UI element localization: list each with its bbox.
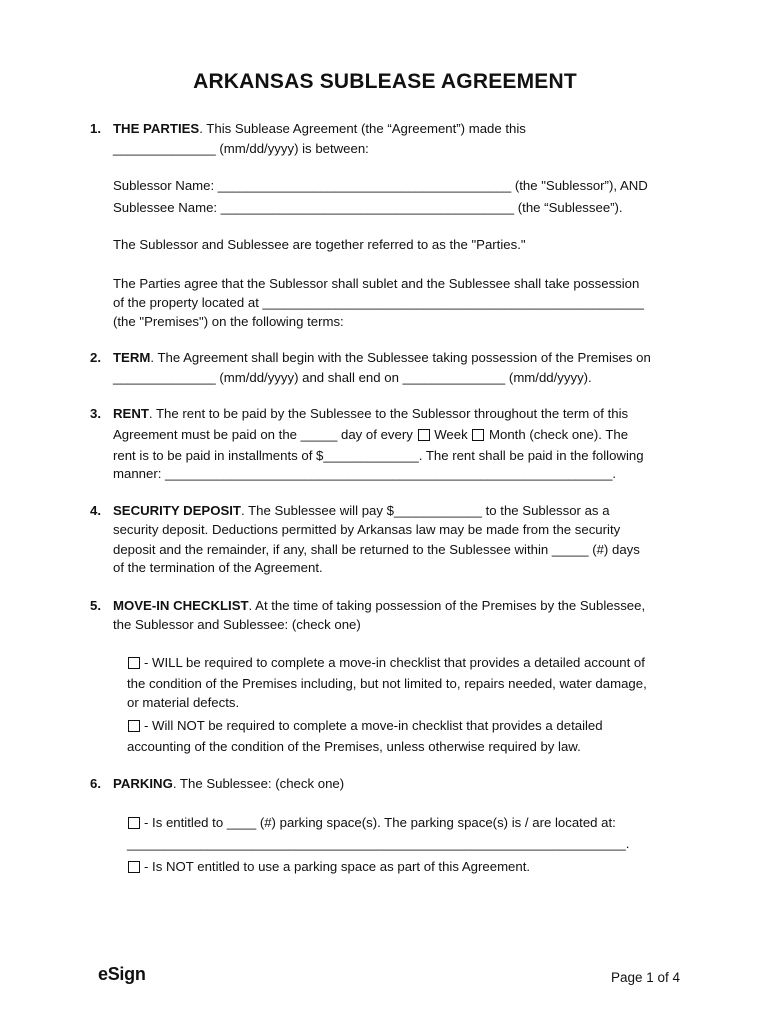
section-text: . The rent to be paid by the Sublessee to the Sublessor throughout the term of this (148, 406, 629, 421)
section-text: . The Sublessee: (check one) (172, 776, 345, 791)
month-label: Month (check one). The (489, 427, 629, 442)
checklist-not-required-checkbox[interactable] (128, 720, 140, 732)
option-text: - WILL be required to complete a move-in checklist that provides a detailed account of (144, 655, 645, 670)
section-4-line-2: security deposit. Deductions permitted by Arkansas law may be made from the security (113, 522, 621, 537)
section-number: 2. (90, 350, 101, 365)
section-5-line-2: the Sublessor and Sublessee: (check one) (113, 617, 361, 632)
parking-entitled-option (127, 814, 616, 832)
sublessee-name-field[interactable]: Sublessee Name: ________________________________________ (the “Sublessee”). (113, 200, 623, 215)
section-5-line-1 (113, 597, 645, 615)
section-3-line-1 (113, 405, 628, 423)
esign-logo: eSign (98, 964, 146, 984)
month-checkbox[interactable] (472, 429, 484, 441)
section-3-line-2 (113, 426, 628, 444)
section-number: 4. (90, 503, 101, 518)
section-6-line-1 (113, 775, 344, 793)
section-text: . This Sublease Agreement (the “Agreement”) made this (199, 121, 526, 136)
section-4-line-4: of the termination of the Agreement. (113, 560, 323, 575)
option-text-line: the condition of the Premises including, but not limited to, repairs needed, water damage, (127, 676, 647, 691)
parking-not-entitled-option (127, 858, 530, 876)
page-number: Page 1 of 4 (610, 970, 680, 985)
rent-day-field[interactable]: Agreement must be paid on the _____ day of every (113, 427, 417, 442)
section-number: 3. (90, 406, 101, 421)
rent-installment-field[interactable]: rent is to be paid in installments of $_____________. The rent shall be paid in the following (113, 448, 644, 463)
section-number: 5. (90, 598, 101, 613)
parties-text: The Sublessor and Sublessee are together referred to as the "Parties." (113, 237, 526, 252)
premises-text-3: (the "Premises") on the following terms: (113, 314, 344, 329)
section-text: . The Agreement shall begin with the Sublessee taking possession of the Premises on (150, 350, 651, 365)
week-label: Week (434, 427, 468, 442)
term-dates-field[interactable]: ______________ (mm/dd/yyyy) and shall end on ______________ (mm/dd/yyyy). (113, 370, 592, 385)
section-heading: MOVE-IN CHECKLIST (113, 598, 249, 613)
parking-location-field[interactable]: ____________________________________________________________________. (127, 836, 630, 851)
parking-not-entitled-checkbox[interactable] (128, 861, 140, 873)
section-heading: SECURITY DEPOSIT (113, 503, 241, 518)
parking-entitled-checkbox[interactable] (128, 817, 140, 829)
premises-text-1: The Parties agree that the Sublessor shall sublet and the Sublessee shall take possession (113, 276, 640, 291)
option-text: - Will NOT be required to complete a move-in checklist that provides a detailed (144, 718, 603, 733)
option-text-line: accounting of the condition of the Premises, unless otherwise required by law. (127, 739, 581, 754)
section-heading: RENT (113, 406, 149, 421)
option-text: - Is NOT entitled to use a parking space as part of this Agreement. (144, 859, 531, 874)
checklist-not-required-option (127, 717, 603, 735)
section-heading: TERM (113, 350, 151, 365)
sublessor-name-field[interactable]: Sublessor Name: ________________________________________ (the "Sublessor”), AND (113, 178, 648, 193)
week-checkbox[interactable] (418, 429, 430, 441)
section-2-line-1 (113, 349, 651, 367)
premises-address-field[interactable]: of the property located at ____________________________________________________ (113, 295, 644, 310)
deposit-return-days-field[interactable]: deposit and the remainder, if any, shall be returned to the Sublessee within _____ (#) days (113, 542, 640, 557)
section-1-line-1 (113, 120, 526, 138)
section-heading: THE PARTIES (113, 121, 200, 136)
section-text: . At the time of taking possession of the Premises by the Sublessee, (248, 598, 646, 613)
checklist-required-checkbox[interactable] (128, 657, 140, 669)
section-number: 6. (90, 776, 101, 791)
security-deposit-field[interactable] (113, 502, 610, 520)
option-text[interactable]: - Is entitled to ____ (#) parking space(s). The parking space(s) is / are located at: (144, 815, 616, 830)
option-text-line: or material defects. (127, 695, 240, 710)
document-title: ARKANSAS SUBLEASE AGREEMENT (193, 70, 577, 93)
section-text: . The Sublessee will pay $____________ to the Sublessor as a (241, 503, 610, 518)
checklist-required-option (127, 654, 645, 672)
section-heading: PARKING (113, 776, 173, 791)
section-1-line-2[interactable]: ______________ (mm/dd/yyyy) is between: (113, 141, 369, 156)
rent-manner-field[interactable]: manner: _____________________________________________________________. (113, 466, 617, 481)
section-number: 1. (90, 121, 101, 136)
